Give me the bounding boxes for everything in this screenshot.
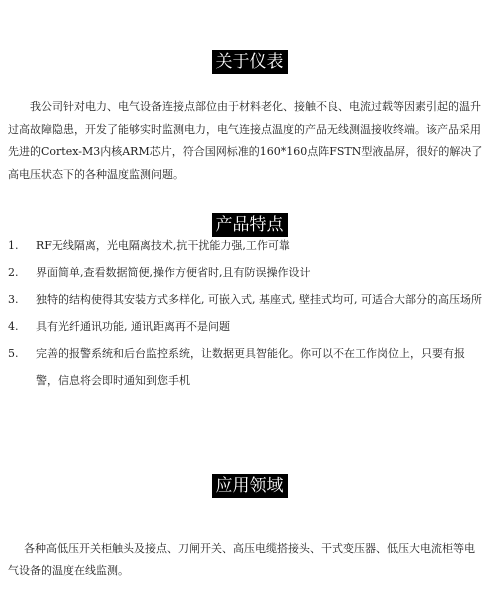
list-item	[8, 340, 486, 394]
section-title-about	[0, 50, 499, 74]
list-item	[8, 286, 486, 313]
list-item-number: 3.	[8, 293, 19, 306]
list-item-text: 独特的结构使得其安装方式多样化, 可嵌入式, 基座式, 壁挂式均可, 可适合大部分的高压场所	[36, 293, 482, 306]
list-item-number: 1.	[8, 239, 19, 252]
list-item-text: 界面简单,查看数据简便,操作方便省时,且有防误操作设计	[36, 266, 311, 279]
list-item-text: 完善的报警系统和后台监控系统，让数据更具智能化。你可以不在工作岗位上，只要有报警，信息将会即时通知到您手机	[36, 347, 465, 387]
section-title-applications-label: 应用领域	[212, 474, 288, 498]
applications-paragraph: 各种高低压开关柜触头及接点、刀闸开关、高压电缆搭接头、干式变压器、低压大电流柜等电气设备的温度在线监测。	[8, 542, 475, 577]
list-item	[8, 259, 486, 286]
list-item-number: 5.	[8, 347, 19, 360]
features-list	[8, 232, 486, 394]
list-item	[8, 232, 486, 259]
list-item-number: 4.	[8, 320, 19, 333]
about-paragraph: 我公司针对电力、电气设备连接点部位由于材料老化、接触不良、电流过载等因素引起的温升过高故障隐患，开发了能够实时监测电力，电气连接点温度的产品无线测温接收终端。该产品采用先进的Cortex-M3内核ARM芯片，符合国网标准的160*160点阵FSTN型液晶屏，很好的解决了高电压状态下的各种温度监测问题。	[8, 100, 483, 181]
section-title-features-label: 产品特点	[212, 213, 288, 237]
section-title-about-label: 关于仪表	[212, 50, 288, 74]
list-item-text: RF无线隔离，光电隔离技术,抗干扰能力强,工作可靠	[36, 239, 290, 252]
list-item-number: 2.	[8, 266, 19, 279]
list-item-text: 具有光纤通讯功能, 通讯距离再不是问题	[36, 320, 230, 333]
section-title-applications	[0, 474, 499, 498]
list-item	[8, 313, 486, 340]
